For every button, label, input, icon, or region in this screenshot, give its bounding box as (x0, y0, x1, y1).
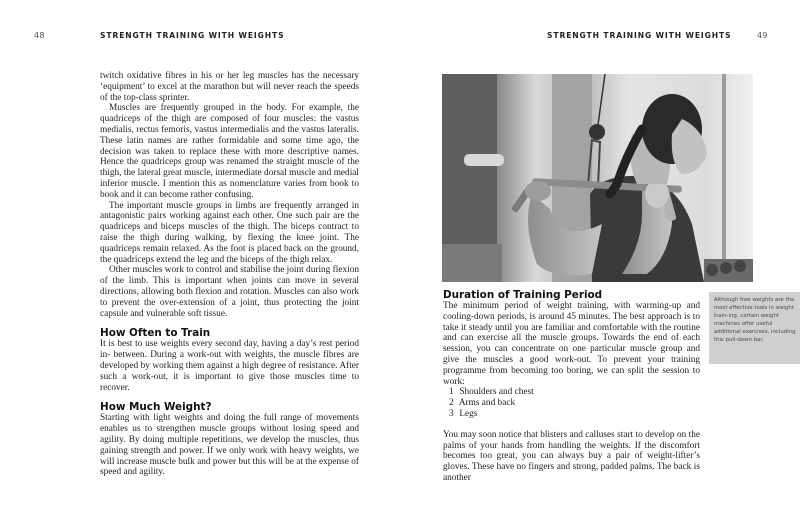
list-item: 2 Arms and back (449, 398, 516, 409)
paragraph: The important muscle groups in limbs are frequently arranged in antagonistic pairs working against each other. One such pair are the quadriceps and biceps muscles of the thigh. The biceps contract to raise the thigh during walking, by flexing the knee joint. The quadriceps remain relaxed. As the foot is placed back on the ground, the quadriceps extend the leg and the biceps of the thigh relax. (100, 200, 359, 265)
paragraph: It is best to use weights every second day, having a day’s rest period in- between. During a work-out with weights, the muscle fibres are developed by working them against a high degree of resistance. After such a work-out, it is important to give those muscles time to recover. (100, 339, 359, 393)
running-head-right: STRENGTH TRAINING WITH WEIGHTS (547, 31, 732, 40)
right-text-column (443, 289, 700, 484)
running-head-left: STRENGTH TRAINING WITH WEIGHTS (100, 31, 285, 40)
left-text-column (100, 71, 359, 478)
paragraph: You may soon notice that blisters and calluses start to develop on the palms of your hands from handling the weights. If the discomfort becomes too great, you can always buy a pair of weight-lifter’s gloves. These have no fingers and strong, padded palms. The back is another (443, 429, 700, 483)
page-number-right: 49 (757, 31, 768, 40)
split-session-list (443, 387, 700, 419)
paragraph: Starting with light weights and doing the full range of movements enables us to strengthen muscle groups without losing speed and agility. By doing multiple repetitions, we develop the muscles, thus gaining strength and power. If we only work with heavy weights, we will increase muscle bulk and power but this will be at the expense of speed and agility. (100, 413, 359, 478)
spacer (100, 319, 359, 327)
photo-caption: Although free weights are the most effective tools in weight train-ing, certain weight machines offer useful additional exercises, including this pull-down bar. (709, 292, 800, 364)
section-heading: Duration of Training Period (443, 289, 603, 301)
spacer (100, 393, 359, 401)
page-number-left: 48 (34, 31, 45, 40)
list-item: 3 Legs (449, 408, 478, 419)
paragraph: twitch oxidative fibres in his or her leg muscles has the necessary ‘equipment’ to excel at the marathon but will never reach the speeds of the top-class sprinter. (100, 71, 359, 103)
section-heading: How Much Weight? (100, 401, 212, 414)
exercise-photo (442, 74, 753, 282)
spacer (443, 420, 700, 430)
woman-pulldown-photo-icon (442, 74, 753, 282)
paragraph: Other muscles work to control and stabilise the joint during flexion of the limb. This is important when joints can move in several directions, allowing both flexion and rotation. Muscles can also work to prevent the over-extension of a joint, thus protecting the joint capsule and vulnerable soft tissue. (100, 265, 359, 319)
list-item: 1 Shoulders and chest (449, 387, 534, 398)
paragraph: Muscles are frequently grouped in the body. For example, the quadriceps of the thigh are composed of four muscles: the vastus medialis, rectus femoris, vastus intermedialis and the vastus lateralis. These latin names are rather formidable and some time ago, the decision was taken to replace these with more descriptive names. Hence the quadriceps group was renamed the straight muscle of the thigh, the lateral great muscle, intermediate dorsal muscle and medial inferior muscle. I mention this as nomenclature varies from book to book and it can become rather confusing. (100, 103, 359, 200)
paragraph: The minimum period of weight training, with warming-up and cooling-down periods, is around 45 minutes. The best approach is to take it steady until you are familiar and comfortable with the routine and can exercise all the muscle groups. Towards the end of each session, you can concentrate on one particular muscle group and give the muscles a good work-out. To prevent your training programme from becoming too boring, we can split the session to work: (443, 301, 700, 387)
section-heading: How Often to Train (100, 327, 211, 340)
